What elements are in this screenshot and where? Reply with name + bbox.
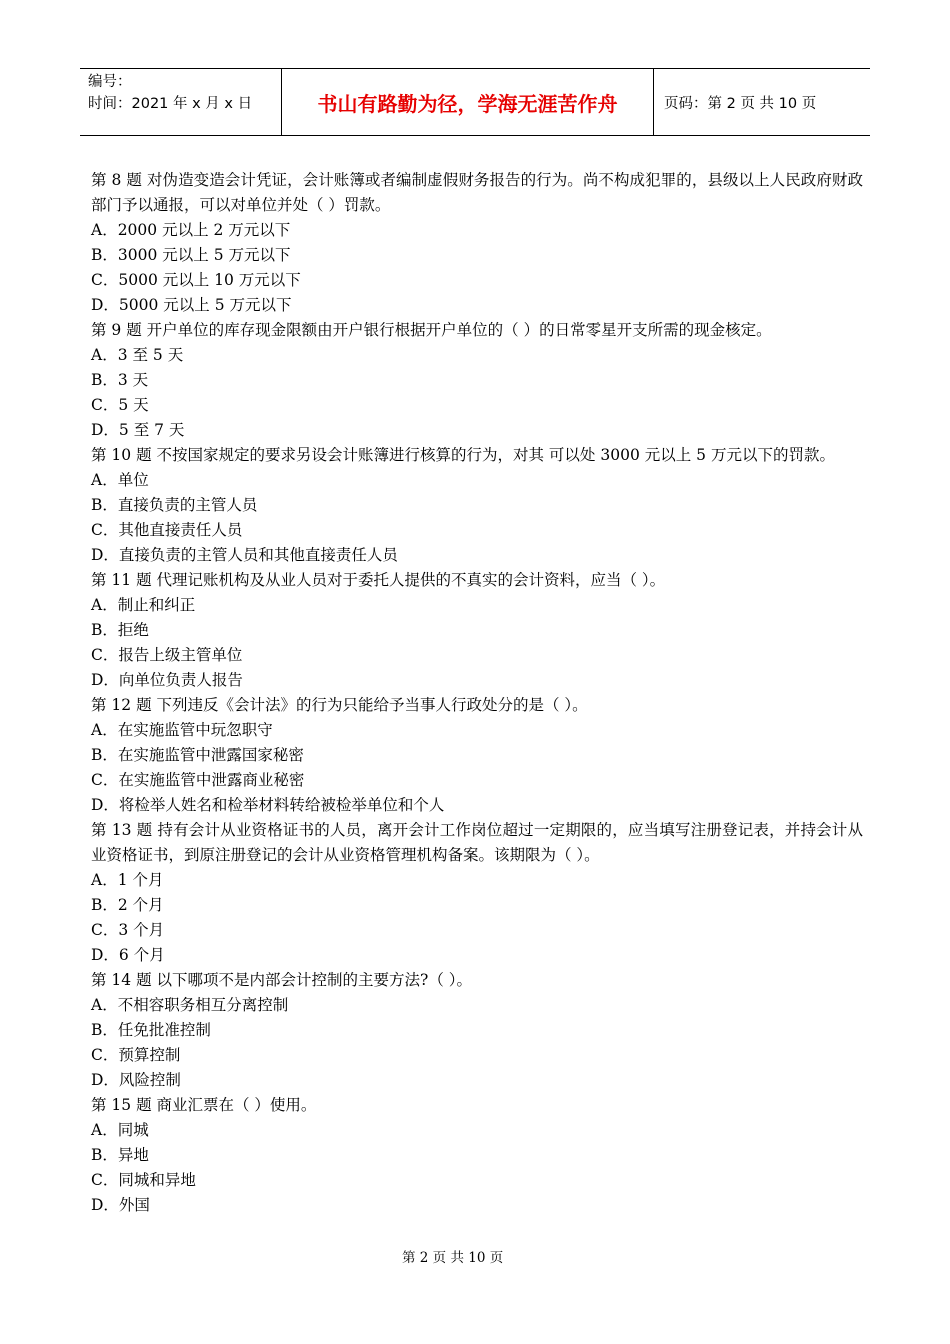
question-block [91, 318, 863, 443]
answer-option: B．3 天 [91, 371, 149, 389]
question-block [91, 693, 863, 818]
answer-option: B．直接负责的主管人员 [91, 496, 258, 514]
question-block [91, 443, 863, 568]
answer-option: B．拒绝 [91, 621, 149, 639]
motto-text: 书山有路勤为径，学海无涯苦作舟 [317, 91, 618, 116]
answer-option: A．制止和纠正 [91, 596, 196, 614]
question-stem: 第 12 题 下列违反《会计法》的行为只能给予当事人行政处分的是（ ）。 [91, 696, 588, 714]
page-footer: 第 2 页 共 10 页 [402, 1250, 504, 1266]
question-block [91, 168, 863, 318]
answer-option: B．2 个月 [91, 896, 164, 914]
answer-option: D．5 至 7 天 [91, 421, 185, 439]
answer-option: D．直接负责的主管人员和其他直接责任人员 [91, 546, 398, 564]
answer-option: C．5 天 [91, 396, 149, 414]
answer-option: D．6 个月 [91, 946, 165, 964]
answer-option: D．将检举人姓名和检举材料转给被检举单位和个人 [91, 796, 445, 814]
answer-option: D．5000 元以上 5 万元以下 [91, 296, 292, 314]
answer-option: C．报告上级主管单位 [91, 646, 243, 664]
page-info-text: 页码：第 2 页 共 10 页 [664, 95, 817, 112]
header-page-info [654, 69, 870, 135]
answer-option: B．在实施监管中泄露国家秘密 [91, 746, 304, 764]
answer-option: C．在实施监管中泄露商业秘密 [91, 771, 305, 789]
question-stem: 第 8 题 对伪造变造会计凭证，会计账簿或者编制虚假财务报告的行为。尚不构成犯罪的，县级以上人民政府财政部门予以通报，可以对单位并处（ ）罚款。 [91, 171, 863, 214]
question-block [91, 818, 863, 968]
question-stem: 第 10 题 不按国家规定的要求另设会计账簿进行核算的行为，对其 可以处 3000 元以上 5 万元以下的罚款。 [91, 446, 835, 464]
question-stem: 第 15 题 商业汇票在（ ）使用。 [91, 1096, 317, 1114]
date-label: 时间：2021 年 x 月 x 日 [88, 96, 253, 112]
answer-option: C．其他直接责任人员 [91, 521, 243, 539]
answer-option: D．向单位负责人报告 [91, 671, 243, 689]
answer-option: C．同城和异地 [91, 1171, 196, 1189]
header-motto [282, 69, 654, 135]
answer-option: C．3 个月 [91, 921, 165, 939]
answer-option: A．1 个月 [91, 871, 164, 889]
question-block [91, 1093, 863, 1218]
question-list [91, 168, 863, 1218]
answer-option: B．任免批准控制 [91, 1021, 211, 1039]
answer-option: A．同城 [91, 1121, 149, 1139]
answer-option: A．不相容职务相互分离控制 [91, 996, 289, 1014]
answer-option: B．异地 [91, 1146, 149, 1164]
question-block [91, 968, 863, 1093]
question-stem: 第 11 题 代理记账机构及从业人员对于委托人提供的不真实的会计资料，应当（ ）。 [91, 571, 666, 589]
answer-option: A．3 至 5 天 [91, 346, 184, 364]
question-stem: 第 13 题 持有会计从业资格证书的人员，离开会计工作岗位超过一定期限的，应当填写注册登记表，并持会计从业资格证书，到原注册登记的会计从业资格管理机构备案。该期限为（ ）。 [91, 821, 863, 864]
header-meta [80, 69, 282, 135]
answer-option: A．2000 元以上 2 万元以下 [91, 221, 291, 239]
answer-option: D．外国 [91, 1196, 150, 1214]
answer-option: A．单位 [91, 471, 149, 489]
question-block [91, 568, 863, 693]
page-header [80, 68, 870, 136]
answer-option: D．风险控制 [91, 1071, 181, 1089]
answer-option: C．5000 元以上 10 万元以下 [91, 271, 301, 289]
number-label: 编号： [88, 74, 132, 90]
question-stem: 第 14 题 以下哪项不是内部会计控制的主要方法?（ ）。 [91, 971, 472, 989]
question-stem: 第 9 题 开户单位的库存现金限额由开户银行根据开户单位的（ ）的日常零星开支所需的现金核定。 [91, 321, 772, 339]
answer-option: B．3000 元以上 5 万元以下 [91, 246, 291, 264]
answer-option: A．在实施监管中玩忽职守 [91, 721, 273, 739]
answer-option: C．预算控制 [91, 1046, 181, 1064]
